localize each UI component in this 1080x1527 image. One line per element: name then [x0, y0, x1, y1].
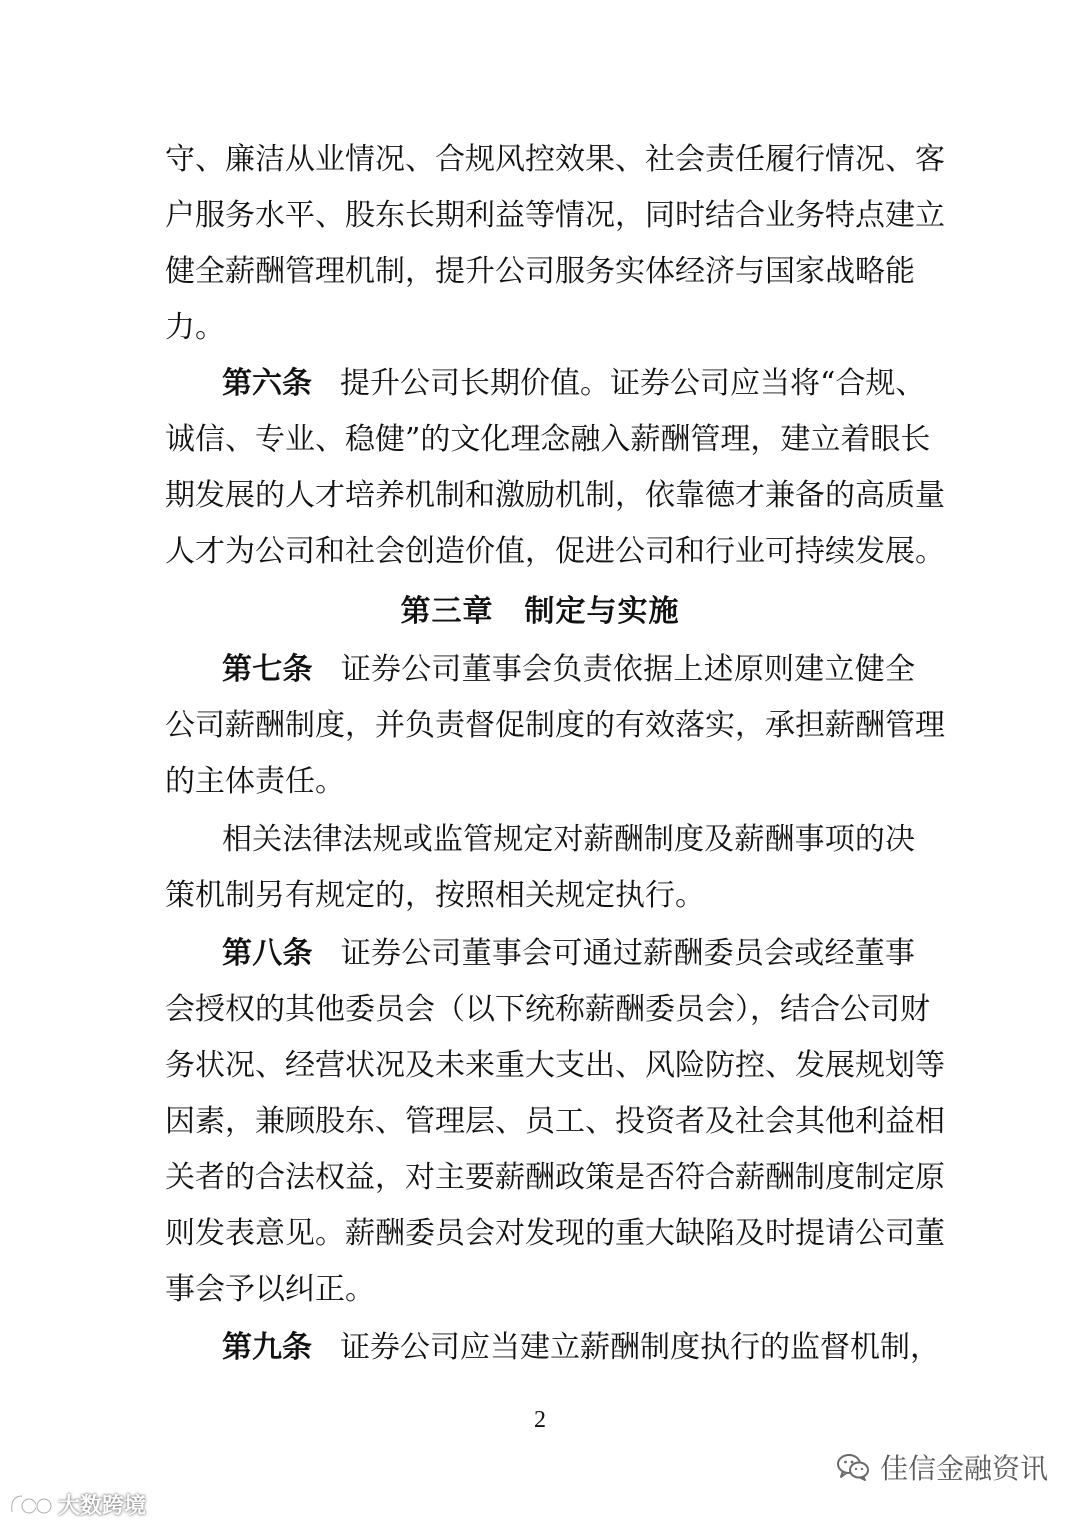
article-6-first-line	[222, 364, 926, 404]
body-line: 会授权的其他委员会（以下统称薪酬委员会），结合公司财	[165, 992, 930, 1027]
article-9-label: 第九条	[222, 1330, 312, 1365]
site-watermark	[8, 1488, 146, 1520]
body-line: 公司薪酬制度，并负责督促制度的有效落实，承担薪酬管理	[165, 708, 945, 743]
wechat-icon	[836, 1452, 870, 1482]
article-7-label: 第七条	[222, 652, 313, 687]
article-6-label: 第六条	[222, 366, 312, 401]
daxue-logo-icon	[8, 1490, 54, 1518]
body-line: 相关法律法规或监管规定对薪酬制度及薪酬事项的决	[222, 822, 915, 857]
chapter-heading: 第三章 制定与实施	[400, 594, 680, 629]
body-line: 的主体责任。	[165, 764, 345, 799]
body-line: 因素，兼顾股东、管理层、员工、投资者及社会其他利益相	[165, 1104, 945, 1139]
body-line: 守、廉洁从业情况、合规风控效果、社会责任履行情况、客	[165, 142, 945, 177]
body-line: 则发表意见。薪酬委员会对发现的重大缺陷及时提请公司董	[165, 1216, 945, 1251]
site-watermark-text: 大数跨境	[58, 1493, 147, 1519]
page-number: 2	[534, 1407, 546, 1433]
body-line: 期发展的人才培养机制和激励机制，依靠德才兼备的高质量	[165, 478, 945, 513]
article-7-first-line	[222, 650, 915, 690]
article-9-text: 证券公司应当建立薪酬制度执行的监督机制，	[340, 1330, 940, 1365]
body-line: 健全薪酬管理机制，提升公司服务实体经济与国家战略能	[165, 254, 915, 289]
article-8-label: 第八条	[222, 936, 313, 971]
article-8-text: 证券公司董事会可通过薪酬委员会或经董事	[340, 936, 916, 971]
body-line: 策机制另有规定的，按照相关规定执行。	[165, 878, 705, 913]
article-7-text: 证券公司董事会负责依据上述原则建立健全	[340, 652, 916, 687]
body-line: 户服务水平、股东长期利益等情况，同时结合业务特点建立	[165, 198, 945, 233]
article-6-text: 提升公司长期价值。证券公司应当将“合规、	[340, 366, 926, 401]
body-line: 事会予以纠正。	[165, 1272, 375, 1307]
article-9-first-line	[222, 1328, 940, 1368]
wechat-watermark	[836, 1447, 1048, 1487]
body-line: 人才为公司和社会创造价值，促进公司和行业可持续发展。	[165, 534, 945, 569]
body-line: 诚信、专业、稳健”的文化理念融入薪酬管理，建立着眼长	[165, 422, 931, 457]
body-line: 务状况、经营状况及未来重大支出、风险防控、发展规划等	[165, 1048, 945, 1083]
article-8-first-line	[222, 934, 915, 974]
wechat-account-name: 佳信金融资讯	[879, 1452, 1048, 1485]
body-line: 力。	[165, 310, 225, 345]
body-line: 关者的合法权益，对主要薪酬政策是否符合薪酬制度制定原	[165, 1160, 945, 1195]
